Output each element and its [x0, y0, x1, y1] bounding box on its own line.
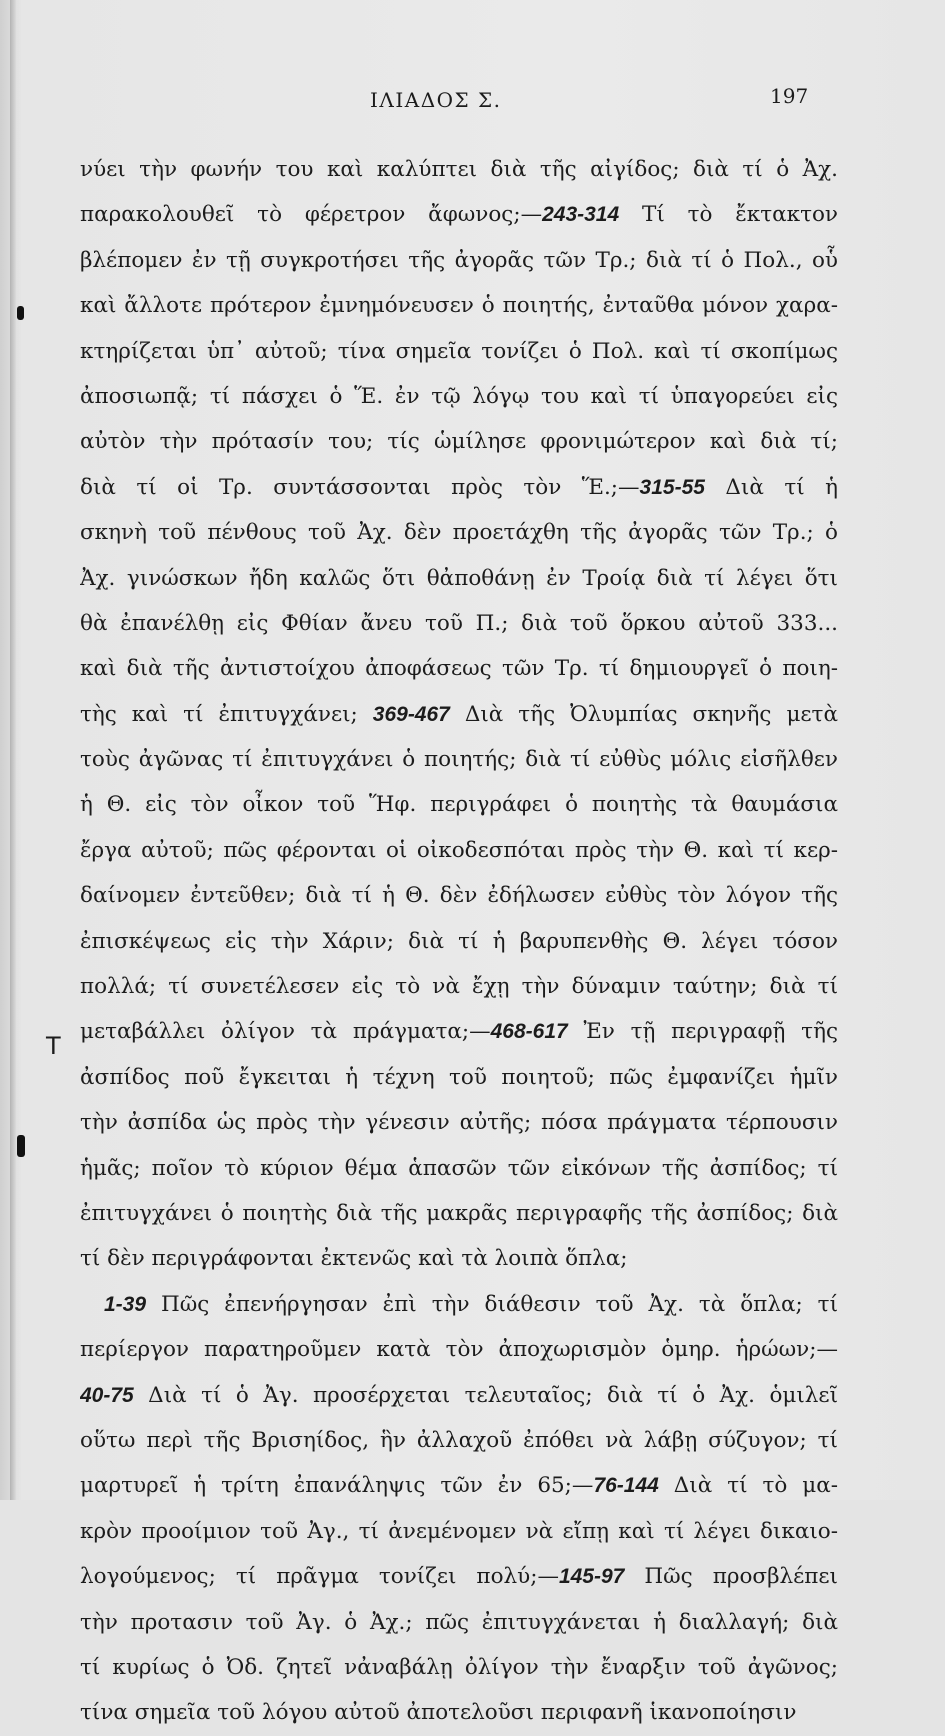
- line-text: σκηνὴ τοῦ πένθους τοῦ Ἀχ. δὲν προετάχθη τῆς ἀγορᾶς τῶν Τρ.; ὁ: [80, 520, 838, 546]
- line-text: μεταβάλλει ὀλίγον τὰ πράγματα;—: [80, 1019, 491, 1045]
- text-line: [80, 1100, 838, 1145]
- text-line: [80, 556, 838, 601]
- line-text: ἡ Θ. εἰς τὸν οἶκον τοῦ Ἥφ. περιγράφει ὁ ποιητὴς τὰ θαυμάσια: [80, 792, 838, 818]
- text-line: [80, 1236, 838, 1281]
- verse-range: 315-55: [639, 475, 705, 499]
- text-line: [80, 1645, 838, 1690]
- text-line: [80, 828, 838, 873]
- line-text: παρακολουθεῖ τὸ φέρετρον ἄφωνος;—: [80, 202, 543, 228]
- line-text: τί δὲν περιγράφονται ἐκτενῶς καὶ τὰ λοιπὰ ὅπλα;: [80, 1246, 628, 1272]
- line-text: ἐπιτυγχάνει ὁ ποιητὴς διὰ τῆς μακρᾶς περιγραφῆς τῆς ἀσπίδος; διὰ: [80, 1200, 838, 1226]
- line-text: Διὰ τῆς Ὀλυμπίας σκηνῆς μετὰ: [449, 701, 838, 727]
- verse-range: 1-39: [104, 1292, 147, 1316]
- line-text: ἔργα αὐτοῦ; πῶς φέρονται οἱ οἰκοδεσπόται πρὸς τὴν Θ. καὶ τί κερ-: [80, 837, 838, 863]
- line-text: Ἐν τῇ περιγραφῇ τῆς: [567, 1019, 838, 1045]
- ink-mark: [17, 1135, 25, 1157]
- line-text: κρὸν προοίμιον τοῦ Ἀγ., τί ἀνεμένομεν νὰ εἴπῃ καὶ τί λέγει δικαιο-: [80, 1518, 838, 1544]
- line-text: καὶ διὰ τῆς ἀντιστοίχου ἀποφάσεως τῶν Τρ. τί δημιουργεῖ ὁ ποιη-: [80, 656, 838, 682]
- text-line: [80, 238, 838, 283]
- line-text: ἀποσιωπᾷ; τί πάσχει ὁ Ἕ. ἐν τῷ λόγῳ του καὶ τί ὑπαγορεύει εἰς: [80, 383, 838, 409]
- text-line: [80, 873, 838, 918]
- line-text: Τί τὸ ἔκτακτον: [619, 202, 838, 228]
- verse-range: 243-314: [542, 203, 620, 227]
- line-text: οὕτω περὶ τῆς Βρισηίδος, ἣν ἀλλαχοῦ ἐπόθει νὰ λάβῃ σύζυγον; τί: [80, 1427, 838, 1453]
- text-line: [80, 692, 838, 737]
- line-text: Διὰ τί ὁ Ἀγ. προσέρχεται τελευταῖος; διὰ τί ὁ Ἀχ. ὁμιλεῖ: [133, 1382, 838, 1408]
- line-text: Πῶς ἐπενήργησαν ἐπὶ τὴν διάθεσιν τοῦ Ἀχ. τὰ ὅπλα; τί: [146, 1291, 838, 1317]
- ink-mark: [17, 306, 24, 320]
- line-text: τοὺς ἀγῶνας τί ἐπιτυγχάνει ὁ ποιητής; διὰ τί εὐθὺς μόλις εἰσῆλθεν: [80, 747, 838, 773]
- text-line: [80, 465, 838, 510]
- text-line: [80, 1690, 838, 1735]
- text-line: [80, 737, 838, 782]
- line-text: περίεργον παρατηροῦμεν κατὰ τὸν ἀποχωρισμὸν ὁμηρ. ἡρώων;—: [80, 1337, 838, 1363]
- text-line: [80, 964, 838, 1009]
- line-text: τὴς καὶ τί ἐπιτυγχάνει;: [80, 701, 373, 727]
- line-text: Διὰ τί ἡ: [704, 474, 838, 500]
- line-text: τί κυρίως ὁ Ὀδ. ζητεῖ νἀναβάλῃ ὀλίγον τὴν ἔναρξιν τοῦ ἀγῶνος;: [80, 1654, 838, 1680]
- line-text: τίνα σημεῖα τοῦ λόγου αὐτοῦ ἀποτελοῦσι περιφανῆ ἱκανοποίησιν: [80, 1700, 797, 1726]
- text-line: [80, 1191, 838, 1236]
- text-line: [80, 329, 838, 374]
- text-line: [80, 919, 838, 964]
- text-line: [80, 1418, 838, 1463]
- text-line: [80, 419, 838, 464]
- text-line: [80, 283, 838, 328]
- line-text: βλέπομεν ἐν τῇ συγκροτήσει τῆς ἀγορᾶς τῶν Τρ.; διὰ τί ὁ Πολ., οὗ: [80, 247, 838, 273]
- page-header: [0, 84, 945, 128]
- line-text: ἡμᾶς; ποῖον τὸ κύριον θέμα ἁπασῶν τῶν εἰκόνων τῆς ἀσπίδος; τί: [80, 1155, 838, 1181]
- text-line: [80, 1554, 838, 1599]
- text-line: [80, 1146, 838, 1191]
- line-text: λογούμενος; τί πρᾶγμα τονίζει πολύ;—: [80, 1564, 559, 1590]
- verse-range: 369-467: [372, 702, 450, 726]
- line-text: αὐτὸν τὴν πρότασίν του; τίς ὡμίλησε φρονιμώτερον καὶ διὰ τί;: [80, 429, 838, 455]
- line-text: θὰ ἐπανέλθῃ εἰς Φθίαν ἄνευ τοῦ Π.; διὰ τοῦ ὅρκου αὐτοῦ 333...: [80, 610, 838, 636]
- text-line: [80, 147, 838, 192]
- verse-range: 468-617: [490, 1020, 568, 1044]
- line-text: πολλά; τί συνετέλεσεν εἰς τὸ νὰ ἔχῃ τὴν δύναμιν ταύτην; διὰ τί: [80, 974, 838, 1000]
- line-text: διὰ τί οἱ Τρ. συντάσσονται πρὸς τὸν Ἕ.;—: [80, 474, 640, 500]
- text-line: [80, 1600, 838, 1645]
- text-line: [80, 782, 838, 827]
- text-line: [80, 1463, 838, 1508]
- line-text: κτηρίζεται ὑπ᾿ αὐτοῦ; τίνα σημεῖα τονίζει ὁ Πολ. καὶ τί σκοπίμως: [80, 338, 838, 364]
- text-line: [80, 1373, 838, 1418]
- text-line: [80, 374, 838, 419]
- text-line: [80, 1327, 838, 1372]
- line-text: μαρτυρεῖ ἡ τρίτη ἐπανάληψις τῶν ἐν 65;—: [80, 1473, 594, 1499]
- text-line: [80, 1055, 838, 1100]
- line-text: ἐπισκέψεως εἰς τὴν Χάριν; διὰ τί ἡ βαρυπενθὴς Θ. λέγει τόσον: [80, 928, 838, 954]
- verse-range: 40-75: [80, 1383, 134, 1407]
- line-text: ἀσπίδος ποῦ ἔγκειται ἡ τέχνη τοῦ ποιητοῦ; πῶς ἐμφανίζει ἡμῖν: [80, 1064, 838, 1090]
- line-text: τὴν προτασιν τοῦ Ἀγ. ὁ Ἀχ.; πῶς ἐπιτυγχάνεται ἡ διαλλαγή; διὰ: [80, 1609, 838, 1635]
- line-text: νύει τὴν φωνήν του καὶ καλύπτει διὰ τῆς αἰγίδος; διὰ τί ὁ Ἀχ.: [80, 157, 838, 182]
- binding-shadow: [10, 0, 16, 1500]
- page-number: 197: [770, 84, 809, 108]
- line-text: τὴν ἀσπίδα ὡς πρὸς τὴν γένεσιν αὐτῆς; πόσα πράγματα τέρπουσιν: [80, 1110, 838, 1136]
- text-line: [80, 601, 838, 646]
- line-text: Ἀχ. γινώσκων ἤδη καλῶς ὅτι θἀποθάνῃ ἐν Τροίᾳ διὰ τί λέγει ὅτι: [80, 565, 838, 591]
- verse-range: 76-144: [593, 1474, 659, 1498]
- line-text: Διὰ τί τὸ μα-: [658, 1473, 838, 1499]
- line-text: δαίνομεν ἐντεῦθεν; διὰ τί ἡ Θ. δὲν ἐδήλωσεν εὐθὺς τὸν λόγον τῆς: [80, 883, 838, 909]
- text-line: [80, 510, 838, 555]
- running-head: ΙΛΙΑΔΟΣ Σ.: [370, 88, 502, 112]
- text-line: [80, 1509, 838, 1554]
- line-text: Πῶς προσβλέπει: [624, 1564, 838, 1590]
- line-text: καὶ ἄλλοτε πρότερον ἐμνημόνευσεν ὁ ποιητής, ἐνταῦθα μόνον χαρα-: [80, 293, 838, 319]
- text-line: [80, 646, 838, 691]
- verse-range: 145-97: [558, 1565, 625, 1589]
- text-line: [80, 192, 838, 237]
- text-line: [80, 1282, 838, 1327]
- text-line: [80, 1009, 838, 1054]
- body-text: [80, 147, 838, 1736]
- section-mark: Τ: [46, 1032, 61, 1060]
